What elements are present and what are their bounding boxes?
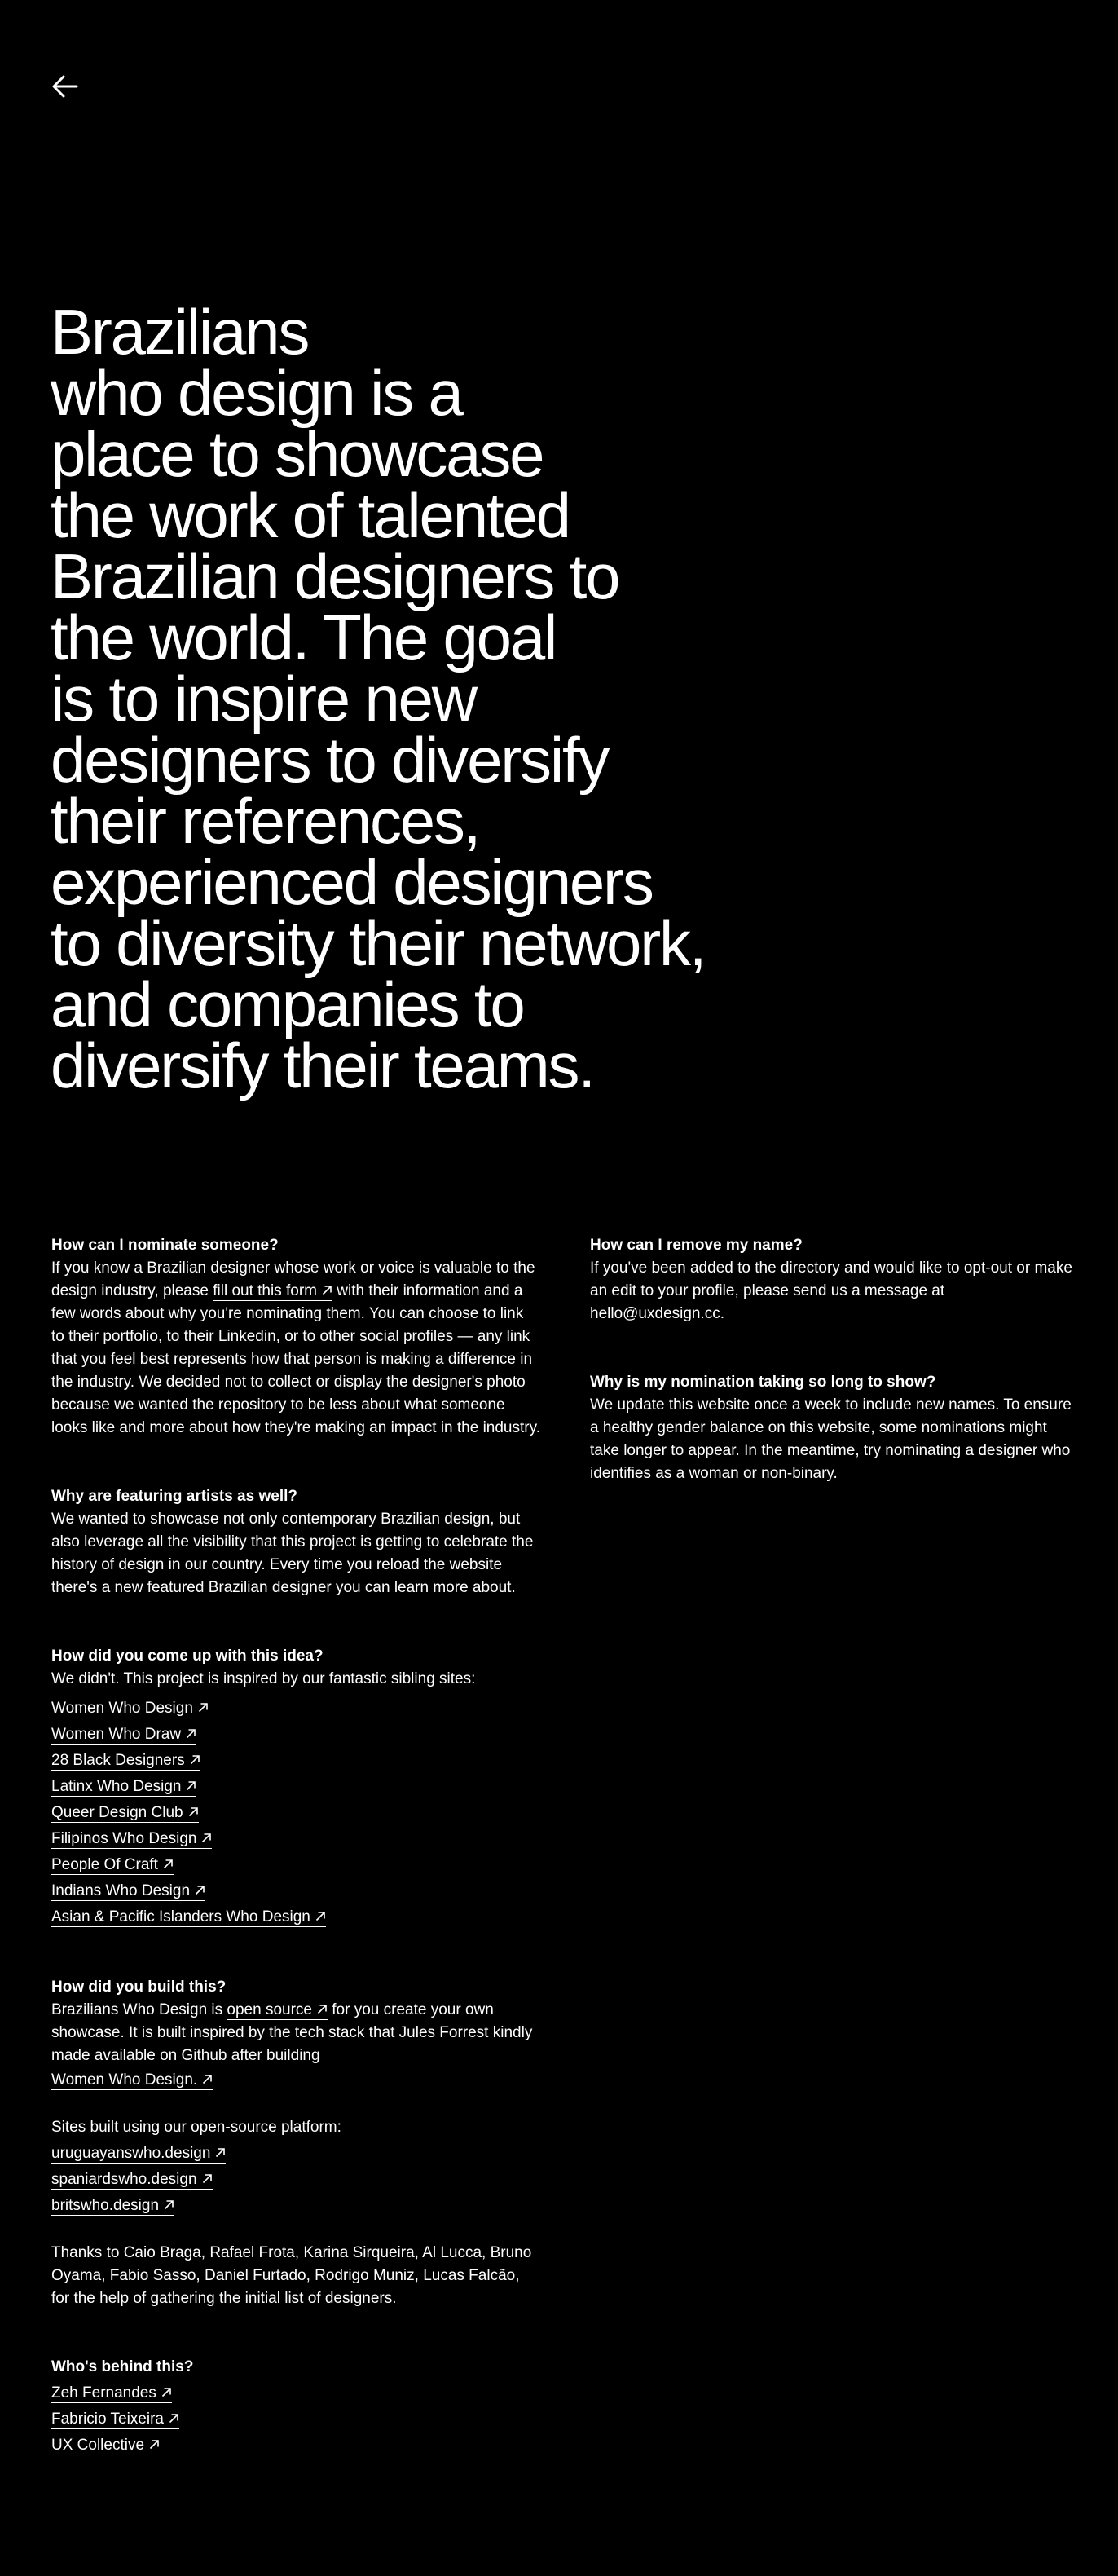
hero-line: designers to diversify bbox=[51, 724, 609, 796]
ux-collective-link[interactable] bbox=[51, 2437, 160, 2455]
list-item bbox=[51, 2406, 540, 2433]
arrow-up-right-icon bbox=[163, 1859, 174, 1869]
link-label: People Of Craft bbox=[51, 1856, 158, 1873]
arrow-up-right-icon bbox=[317, 2004, 328, 2014]
sibling-site-link[interactable] bbox=[51, 1908, 326, 1927]
sibling-site-link[interactable] bbox=[51, 1778, 196, 1797]
sibling-site-link[interactable] bbox=[51, 1700, 209, 1718]
answer-text: If you know a Brazilian designer whose work or voice is valuable to the design industry, please bbox=[51, 1259, 535, 1299]
faq-answer: We update this website once a week to include new names. To ensure a healthy gender balance on this website, some nominations might take longer to appear. In the meantime, try nominating a designer who identifies as a woman or non-binary. bbox=[590, 1396, 1072, 1482]
faq-question: How can I remove my name? bbox=[590, 1237, 803, 1254]
platform-site-link[interactable] bbox=[51, 2145, 226, 2164]
answer-text: with their information and a few words about why you're nominating them. You can choose to link to their portfolio, to their Linkedin, or to other social profiles — any link that you feel best represents how that person is making a difference in the industry. We decided not to collect or display the designer's photo because we wanted the repository to be less about what someone looks like and more about how they're making an impact in the industry. bbox=[51, 1282, 540, 1436]
faq-question: How did you build this? bbox=[51, 1978, 227, 1996]
hero-line: their references, bbox=[51, 785, 480, 857]
list-item bbox=[51, 2067, 540, 2093]
hero-line: Brazilian designers to bbox=[51, 540, 619, 612]
sibling-sites-list bbox=[51, 1696, 540, 1930]
team-links-list bbox=[51, 2380, 540, 2459]
link-label: UX Collective bbox=[51, 2437, 145, 2454]
hero-line: who design is a bbox=[51, 357, 462, 429]
thanks-text: Thanks to Caio Braga, Rafael Frota, Karina Sirqueira, Al Lucca, Bruno Oyama, Fabio Sasso, Daniel Furtado, Rodrigo Muniz, Lucas Falcão, for the help of gathering the initial list of designers. bbox=[51, 2244, 532, 2307]
link-label: uruguayanswho.design bbox=[51, 2145, 211, 2162]
hero-line: place to showcase bbox=[51, 418, 544, 490]
platform-sites-list bbox=[51, 2141, 540, 2219]
list-item bbox=[51, 2433, 540, 2459]
faq-question: How can I nominate someone? bbox=[51, 1237, 279, 1254]
faq-question: How did you come up with this idea? bbox=[51, 1647, 324, 1665]
list-item bbox=[51, 1748, 540, 1774]
sibling-site-link[interactable] bbox=[51, 1856, 174, 1875]
arrow-up-right-icon bbox=[186, 1728, 196, 1739]
link-label: Latinx Who Design bbox=[51, 1778, 182, 1795]
hero-line: the world. The goal bbox=[51, 602, 557, 673]
nomination-form-link[interactable] bbox=[213, 1282, 332, 1301]
link-label: Zeh Fernandes bbox=[51, 2384, 156, 2402]
arrow-up-right-icon bbox=[322, 1285, 332, 1295]
hero-line: the work of talented bbox=[51, 479, 570, 551]
arrow-up-right-icon bbox=[164, 2199, 174, 2210]
faq-behind bbox=[51, 2356, 540, 2459]
link-label: 28 Black Designers bbox=[51, 1752, 185, 1769]
arrow-up-right-icon bbox=[202, 2074, 213, 2084]
list-item bbox=[51, 1904, 540, 1930]
link-label: Indians Who Design bbox=[51, 1882, 191, 1899]
arrow-up-right-icon bbox=[215, 2147, 226, 2158]
list-item bbox=[51, 1826, 540, 1852]
faq-idea bbox=[51, 1645, 540, 1930]
arrow-up-right-icon bbox=[202, 2173, 213, 2184]
list-item bbox=[51, 2380, 540, 2406]
faq-answer: We wanted to showcase not only contemporary Brazilian design, but also leverage all the visibility that this project is getting to celebrate the history of design in our country. Every time you reload the website there's a new featured Brazilian designer you can learn more about. bbox=[51, 1511, 534, 1596]
team-member-link[interactable] bbox=[51, 2411, 179, 2429]
hero-line: to diversity their network, bbox=[51, 907, 706, 979]
sibling-site-link[interactable] bbox=[51, 1882, 205, 1901]
sibling-site-link[interactable] bbox=[51, 1752, 200, 1771]
list-item bbox=[51, 1774, 540, 1800]
faq-answer: We didn't. This project is inspired by our fantastic sibling sites: bbox=[51, 1670, 476, 1687]
arrow-up-right-icon bbox=[188, 1806, 199, 1817]
link-label: Women Who Design. bbox=[51, 2071, 198, 2089]
faq-column-left bbox=[51, 1234, 540, 2459]
faq-question: Why is my nomination taking so long to show? bbox=[590, 1374, 936, 1391]
back-button[interactable] bbox=[49, 70, 81, 103]
link-label: fill out this form bbox=[213, 1282, 317, 1299]
women-who-design-link[interactable] bbox=[51, 2071, 213, 2090]
hero-line: is to inspire new bbox=[51, 663, 476, 734]
answer-text: for you create your own showcase. It is built inspired by the tech stack that Jules Forrest kindly made available on Github after building bbox=[51, 2001, 533, 2064]
wwd-link-list bbox=[51, 2067, 540, 2093]
hero-line: diversify their teams. bbox=[51, 1030, 594, 1101]
list-item bbox=[51, 1800, 540, 1826]
arrow-up-right-icon bbox=[198, 1702, 209, 1713]
faq-featuring bbox=[51, 1485, 540, 1599]
sibling-site-link[interactable] bbox=[51, 1830, 212, 1849]
sibling-site-link[interactable] bbox=[51, 1804, 199, 1823]
faq-build bbox=[51, 1976, 540, 2310]
sites-intro: Sites built using our open-source platform: bbox=[51, 2119, 341, 2136]
faq-column-right bbox=[590, 1234, 1079, 1485]
arrow-up-right-icon bbox=[169, 2413, 179, 2424]
answer-text: Brazilians Who Design is bbox=[51, 2001, 227, 2018]
hero-statement bbox=[51, 296, 751, 1101]
arrow-up-right-icon bbox=[149, 2439, 160, 2450]
team-member-link[interactable] bbox=[51, 2384, 172, 2403]
faq-answer: If you've been added to the directory and would like to opt-out or make an edit to your profile, please send us a message at hello@uxdesign.cc. bbox=[590, 1259, 1072, 1322]
arrow-up-right-icon bbox=[190, 1754, 200, 1765]
list-item bbox=[51, 1696, 540, 1722]
list-item bbox=[51, 1852, 540, 1878]
list-item bbox=[51, 2193, 540, 2219]
platform-site-link[interactable] bbox=[51, 2171, 213, 2190]
faq-question: Why are featuring artists as well? bbox=[51, 1488, 297, 1505]
sibling-site-link[interactable] bbox=[51, 1726, 196, 1745]
open-source-link[interactable] bbox=[227, 2001, 328, 2020]
link-label: Women Who Draw bbox=[51, 1726, 182, 1743]
arrow-up-right-icon bbox=[186, 1780, 196, 1791]
faq-nominate bbox=[51, 1234, 540, 1440]
faq-answer bbox=[51, 1257, 540, 1440]
hero-line: and companies to bbox=[51, 968, 524, 1040]
faq-question: Who's behind this? bbox=[51, 2358, 194, 2375]
list-item bbox=[51, 1878, 540, 1904]
link-label: britswho.design bbox=[51, 2197, 160, 2214]
list-item bbox=[51, 2141, 540, 2167]
list-item bbox=[51, 1722, 540, 1748]
arrow-up-right-icon bbox=[161, 2387, 172, 2397]
platform-site-link[interactable] bbox=[51, 2197, 174, 2216]
link-label: Fabricio Teixeira bbox=[51, 2411, 164, 2428]
arrow-up-right-icon bbox=[195, 1885, 205, 1895]
link-label: open source bbox=[227, 2001, 312, 2018]
link-label: Women Who Design bbox=[51, 1700, 193, 1717]
faq-delay bbox=[590, 1371, 1079, 1485]
faq-remove bbox=[590, 1234, 1079, 1325]
list-item bbox=[51, 2167, 540, 2193]
arrow-up-right-icon bbox=[315, 1911, 326, 1921]
link-label: Queer Design Club bbox=[51, 1804, 183, 1821]
hero-line: experienced designers bbox=[51, 846, 653, 918]
faq-answer bbox=[51, 1999, 540, 2067]
link-label: Filipinos Who Design bbox=[51, 1830, 197, 1847]
arrow-left-icon bbox=[49, 92, 81, 106]
hero-line: Brazilians bbox=[51, 296, 309, 368]
link-label: Asian & Pacific Islanders Who Design bbox=[51, 1908, 310, 1925]
link-label: spaniardswho.design bbox=[51, 2171, 197, 2188]
arrow-up-right-icon bbox=[201, 1833, 212, 1843]
